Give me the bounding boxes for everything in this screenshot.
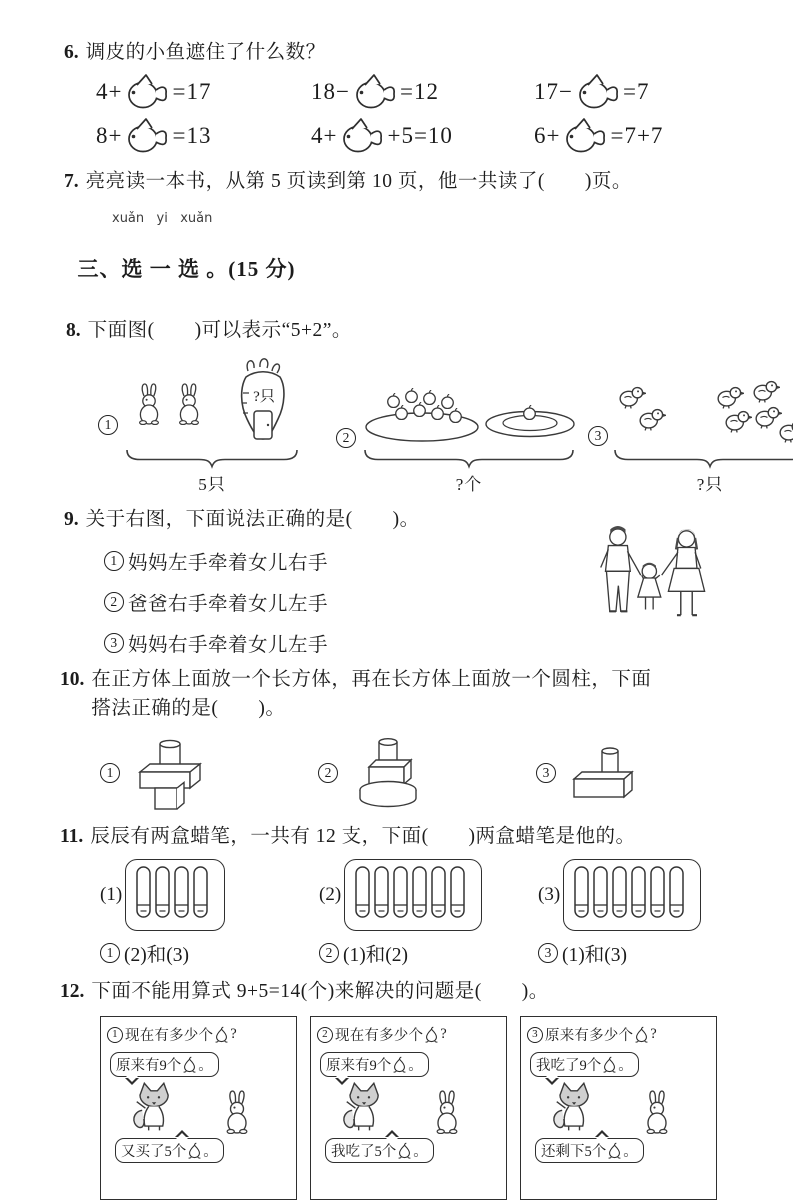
rabbits-carrot-house-figure [122,355,302,447]
q10-text-line-2: 搭法正确的是( )。 [91,698,286,720]
apple-icon [406,388,418,403]
cylinder-cuboid-cube-stack [124,734,216,812]
q6-equation-row-1 [96,73,763,111]
cylinder-cube-disc-stack [342,734,434,812]
eq-pre: 4+ [311,123,338,149]
eq-pre: 17− [534,79,573,105]
q11-circled-1: 1 [100,943,120,963]
fox-and-rabbit-figure [319,1078,495,1134]
apple-icon [524,405,536,420]
q8-line [66,316,763,345]
carrot-house-icon [242,359,284,439]
q9-circled-3: 3 [104,633,124,653]
q12-panel-1-question [107,1024,291,1045]
fish-icon [124,117,170,155]
q9-circled-2: 2 [104,592,124,612]
fox-bubble-text: 原来有9个 [116,1058,182,1074]
q6-eq-1 [96,73,311,111]
q6-eq-6 [534,117,663,155]
chick-icon [754,381,779,402]
q10-circled-2: 2 [318,763,338,783]
q11-option-2-label: (1)和(2) [343,944,408,966]
q12-panel-2-fox-bubble [320,1052,429,1077]
eq-post: +5=10 [387,123,453,149]
q12-panel-2-question-text: 现在有多少个 [335,1028,424,1044]
q9-option-2-label: 爸爸右手牵着女儿左手 [128,594,329,615]
q12-number: 12. [60,980,85,1002]
peach-icon [634,1026,649,1043]
q10-number: 10. [60,669,85,690]
apple-plates-figure [360,381,578,447]
q12-panel-2-rabbit-bubble [325,1138,434,1163]
q8-number: 8. [66,319,81,341]
peach-icon [602,1056,617,1073]
q6-text: 调皮的小鱼遮住了什么数？ [85,42,326,63]
q12-panels [100,1016,763,1200]
peach-icon [182,1056,197,1073]
section-word: 选 一 选 [121,256,200,281]
q12-line [60,977,763,1006]
q11-box-3-label: (3) [538,883,561,905]
eq-post: =17 [172,79,212,105]
q6-line [64,38,763,67]
q11-option-3-label: (1)和(3) [562,944,627,966]
q10-circled-1: 1 [100,763,120,783]
q11-box-2-label: (2) [319,883,342,905]
period: 。 [618,1058,633,1074]
fox-icon [134,1083,168,1130]
q9-option-3-label: 妈妈右手牵着女儿左手 [128,635,329,656]
q11-box-1 [100,859,319,931]
q10-line [60,665,763,724]
fox-icon [554,1083,588,1130]
q12-panel-2 [310,1016,507,1200]
q12-text: 下面不能用算式 9+5=14(个)来解决的问题是( )。 [91,980,549,1002]
brace-under-figure [612,447,793,469]
eq-pre: 4+ [96,79,123,105]
q8-option-3 [588,377,793,495]
eq-post: =7 [622,79,650,105]
chick-icon [718,387,743,408]
crayons-icon [132,864,218,924]
fox-and-rabbit-figure [109,1078,285,1134]
question-11 [40,822,763,967]
family-holding-hands-icon [577,517,735,639]
q12-panel-1-fox-bubble [110,1052,219,1077]
q8-figures [98,355,763,495]
section-pinyin: xuǎn yi xuǎn [112,210,213,226]
rabbit-bubble-text: 我吃了5个 [331,1144,397,1160]
q10-text-line-1: 在正方体上面放一个长方体，再在长方体上面放一个圆柱，下面 [91,669,652,690]
q12-panel-1-question-text: 现在有多少个 [125,1028,214,1044]
period: 。 [413,1144,428,1160]
q9-circled-1: 1 [104,551,124,571]
rabbit-icon [140,384,159,425]
q12-panel-3-fox-bubble [530,1052,639,1077]
q12-panel-3-rabbit-bubble [535,1138,644,1163]
chick-icon [780,421,793,442]
peach-icon [214,1026,229,1043]
crayon-box [344,859,482,931]
question-9 [40,505,763,657]
q8-art-3 [612,377,793,495]
period: 。 [623,1144,638,1160]
section-title [40,228,763,308]
q6-eq-5 [311,117,534,155]
q9-option-1-label: 妈妈左手牵着女儿右手 [128,553,329,574]
fox-bubble-text: 原来有9个 [326,1058,392,1074]
q8-circled-1: 1 [98,415,118,435]
q11-option-2 [319,939,538,967]
q8-circled-2: 2 [336,428,356,448]
q12-panel-3-question [527,1024,711,1045]
q10-option-1 [100,734,318,812]
q7-text: 亮亮读一本书，从第 5 页读到第 10 页，他一共读了( )页。 [85,171,632,193]
q10-circled-3: 3 [536,763,556,783]
chick-icon [756,407,781,428]
rabbit-icon [180,384,199,425]
q11-number: 11. [60,825,84,847]
apple-icon [424,390,436,405]
peach-icon [397,1142,412,1159]
q12-circled-2: 2 [317,1027,333,1043]
q11-text: 辰辰有两盒蜡笔，一共有 12 支，下面( )两盒蜡笔是他的。 [90,825,636,847]
q11-option-1 [100,939,319,967]
eq-post: =7+7 [610,123,664,149]
question-7 [64,167,763,196]
q6-equation-row-2 [96,117,763,155]
q7-number: 7. [64,171,79,193]
apple-icon [414,402,426,417]
chick-icon [620,387,645,408]
apple-icon [450,408,462,423]
q10-text [91,665,651,724]
q11-box-3 [538,859,757,931]
fox-icon [344,1083,378,1130]
period: 。 [198,1058,213,1074]
q12-panel-2-question [317,1024,501,1045]
eq-post: =13 [172,123,212,149]
rabbit-bubble-text: 还剩下5个 [541,1144,607,1160]
question-mark: ? [440,1026,447,1042]
crayons-icon [570,864,694,924]
q11-option-1-label: (2)和(3) [124,944,189,966]
q11-option-3 [538,939,757,967]
carrot-house-label: ?只 [253,388,275,405]
q11-box-2 [319,859,538,931]
q8-circled-3: 3 [588,426,608,446]
q12-panel-3-question-text: 原来有多少个 [545,1028,634,1044]
q12-circled-3: 3 [527,1027,543,1043]
q10-option-2 [318,734,536,812]
question-mark: ? [650,1026,657,1042]
q11-circled-2: 2 [319,943,339,963]
question-6 [40,38,763,155]
q8-caption-3: ?只 [696,474,724,494]
fox-and-rabbit-figure [529,1078,705,1134]
peach-icon [392,1056,407,1073]
section-suffix: 。(15 分) [200,256,296,281]
rabbit-icon [647,1091,667,1133]
eq-pre: 6+ [534,123,561,149]
question-8 [40,316,763,495]
eq-pre: 8+ [96,123,123,149]
cylinder-cuboid-stack [560,741,644,805]
fish-icon [352,73,398,111]
apple-icon [396,405,408,420]
period: 。 [408,1058,423,1074]
q11-crayon-boxes [100,859,763,931]
question-mark: ? [230,1026,237,1042]
q8-art-2 [360,381,578,495]
crayon-box [125,859,225,931]
fox-bubble-text: 我吃了9个 [536,1058,602,1074]
rabbit-bubble-text: 又买了5个 [121,1144,187,1160]
q9-number: 9. [64,508,79,530]
q11-box-1-label: (1) [100,883,123,905]
q10-option-3 [536,741,644,805]
fish-icon [124,73,170,111]
q11-options [100,939,763,967]
q8-art-1 [122,355,302,495]
question-12 [40,977,763,1200]
eq-post: =12 [399,79,439,105]
peach-icon [187,1142,202,1159]
q12-panel-1-rabbit-bubble [115,1138,224,1163]
q12-panel-3 [520,1016,717,1200]
peach-icon [607,1142,622,1159]
q10-figures [100,734,763,812]
eq-pre: 18− [311,79,350,105]
brace-under-figure [362,447,576,469]
q6-eq-3 [534,73,649,111]
q6-eq-2 [311,73,534,111]
apple-icon [388,393,400,408]
q8-text: 下面图( )可以表示“5+2”。 [87,319,352,341]
q8-caption-1: 5只 [198,474,226,494]
fish-icon [575,73,621,111]
q11-line [60,822,763,851]
fish-icon [339,117,385,155]
rabbit-icon [227,1091,247,1133]
q8-caption-2: ?个 [455,474,483,494]
crayon-box [563,859,701,931]
q9-text: 关于右图，下面说法正确的是( )。 [85,508,420,530]
section-prefix: 三、 [77,256,122,281]
chick-icon [640,409,665,430]
apple-icon [432,405,444,420]
fish-icon [562,117,608,155]
peach-icon [424,1026,439,1043]
q6-number: 6. [64,42,79,63]
q12-panel-1 [100,1016,297,1200]
q11-circled-3: 3 [538,943,558,963]
apple-icon [442,394,454,409]
chicks-figure [612,377,793,447]
family-figure [577,517,735,639]
section-3-header [40,211,763,308]
q8-option-1 [98,355,336,495]
chick-icon [726,411,751,432]
q8-option-2 [336,381,588,495]
period: 。 [203,1144,218,1160]
q12-circled-1: 1 [107,1027,123,1043]
rabbit-icon [437,1091,457,1133]
q6-eq-4 [96,117,311,155]
brace-under-figure [124,447,300,469]
question-10 [40,665,763,812]
crayons-icon [351,864,475,924]
